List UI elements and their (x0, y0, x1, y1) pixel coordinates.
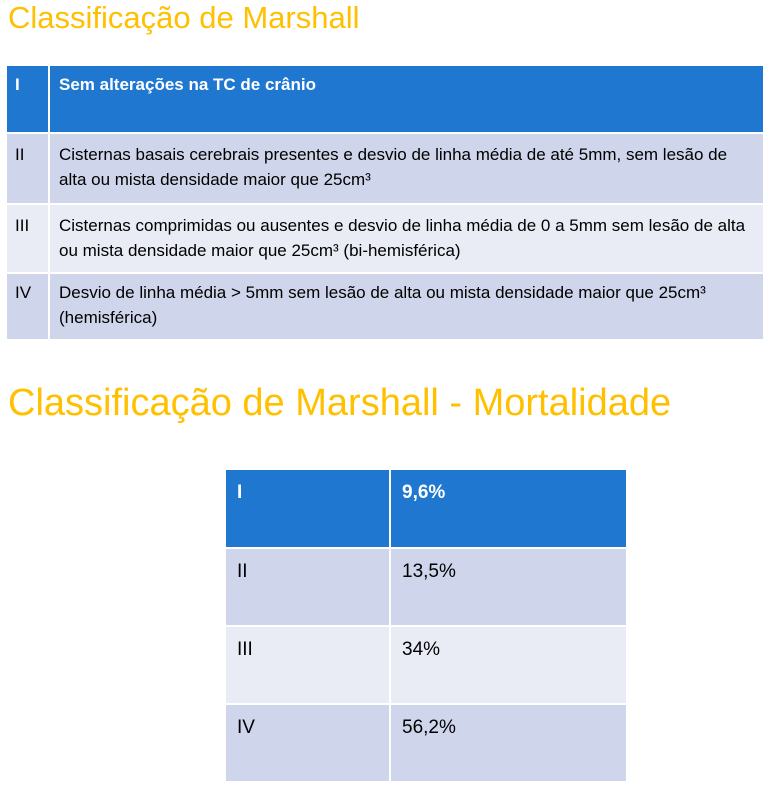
grade-cell: II (226, 548, 390, 626)
description-cell: Cisternas basais cerebrais presentes e desvio de linha média de até 5mm, sem lesão de alta ou mista densidade maior que 25cm³ (49, 133, 763, 204)
grade-cell: IV (226, 704, 390, 782)
grade-cell: I (226, 470, 390, 548)
table-row (226, 548, 626, 626)
table-row (226, 704, 626, 782)
table-row (226, 626, 626, 704)
mortality-title: Classificação de Marshall - Mortalidade (8, 382, 672, 424)
mortality-cell: 13,5% (390, 548, 626, 626)
grade-cell: IV (7, 273, 49, 340)
grade-cell: III (7, 204, 49, 273)
table-row (226, 470, 626, 548)
table-row (7, 133, 763, 204)
marshall-classification-title: Classificação de Marshall (8, 0, 360, 35)
grade-cell: I (7, 66, 49, 133)
grade-cell: II (7, 133, 49, 204)
description-cell: Desvio de linha média > 5mm sem lesão de alta ou mista densidade maior que 25cm³ (hemisférica) (49, 273, 763, 340)
description-cell: Sem alterações na TC de crânio (49, 66, 763, 133)
table-row (7, 273, 763, 340)
marshall-classification-table (7, 66, 763, 341)
description-cell: Cisternas comprimidas ou ausentes e desvio de linha média de 0 a 5mm sem lesão de alta ou mista densidade maior que 25cm³ (bi-hemisférica) (49, 204, 763, 273)
mortality-table (226, 470, 626, 783)
mortality-cell: 56,2% (390, 704, 626, 782)
grade-cell: III (226, 626, 390, 704)
mortality-cell: 34% (390, 626, 626, 704)
table-row (7, 66, 763, 133)
mortality-cell: 9,6% (390, 470, 626, 548)
table-row (7, 204, 763, 273)
